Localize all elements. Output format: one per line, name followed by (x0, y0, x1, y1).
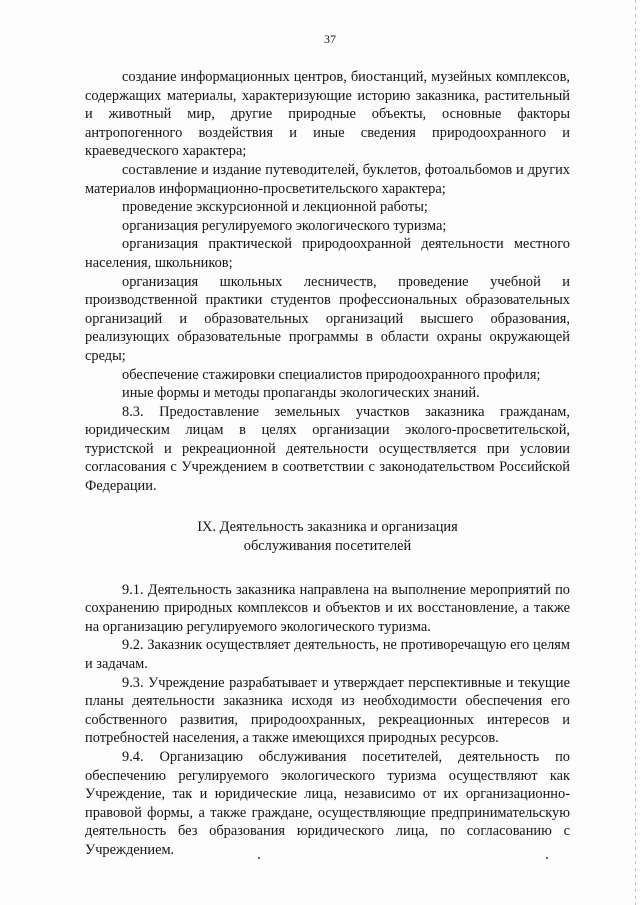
list-item-publications: составление и издание путеводителей, буклетов, фотоальбомов и других материалов информационно-просветительского характера; (85, 161, 570, 197)
list-item-internships: обеспечение стажировки специалистов природоохранного профиля; (122, 366, 541, 383)
scan-speck (546, 857, 548, 859)
list-item-excursions: проведение экскурсионной и лекционной работы; (122, 199, 428, 216)
clause-9-1: 9.1. Деятельность заказника направлена на выполнение мероприятий по сохранению природных комплексов и объектов и их восстановление, а также на организацию регулируемого экологического туризма. (85, 581, 570, 635)
list-item-other-forms: иные формы и методы пропаганды экологических знаний. (122, 385, 480, 402)
clause-9-3: 9.3. Учреждение разрабатывает и утверждает перспективные и текущие планы деятельности заказника исходя из необходимости обеспечения его собственного развития, природоохранных, рекреационных интересов и потребностей населения, а также имеющихся природных ресурсов. (85, 674, 570, 747)
page-number: 37 (324, 32, 336, 46)
section-heading (85, 518, 570, 557)
section-heading-line-1: IX. Деятельность заказника и организация (197, 518, 458, 535)
list-item-local-population: организация практической природоохранной деятельности местного населения, школьников; (85, 236, 570, 271)
section-heading-line-2: обслуживания посетителей (243, 538, 412, 555)
list-item-school-forestry: организация школьных лесничеств, проведение учебной и производственной практики студентов профессиональных образовательных организаций и образовательных организаций высшего образования, реализующих образовательные программы в области охраны окружающей среды; (85, 273, 570, 364)
document-body (85, 68, 570, 860)
list-item-information-centers: создание информационных центров, биостанций, музейных комплексов, содержащих материалы, характеризующие историю заказника, растительный и животный мир, другие природные объекты, основные факторы антропогенного воздействия и иные сведения природоохранного и краеведческого характера; (85, 69, 570, 160)
list-item-eco-tourism: организация регулируемого экологического туризма; (122, 217, 447, 234)
clause-9-2: 9.2. Заказник осуществляет деятельность, не противоречащую его целям и задачам. (85, 637, 570, 673)
scan-speck (258, 857, 260, 859)
scan-edge (635, 0, 636, 905)
clause-8-3: 8.3. Предоставление земельных участков заказника гражданам, юридическим лицам в целях организации эколого-просветительской, туристской и рекреационной деятельности осуществляется при условии согласования с Учреждением в соответствии с законодательством Российской Федерации. (85, 403, 570, 495)
clause-9-4: 9.4. Организацию обслуживания посетителей, деятельность по обеспечению регулируемого экологического туризма осуществляют как Учреждение, так и юридические лица, независимо от их организационно-правовой формы, а также граждане, осуществляющие предпринимательскую деятельность без образования юридического лица, по согласованию с Учреждением. (85, 749, 570, 858)
